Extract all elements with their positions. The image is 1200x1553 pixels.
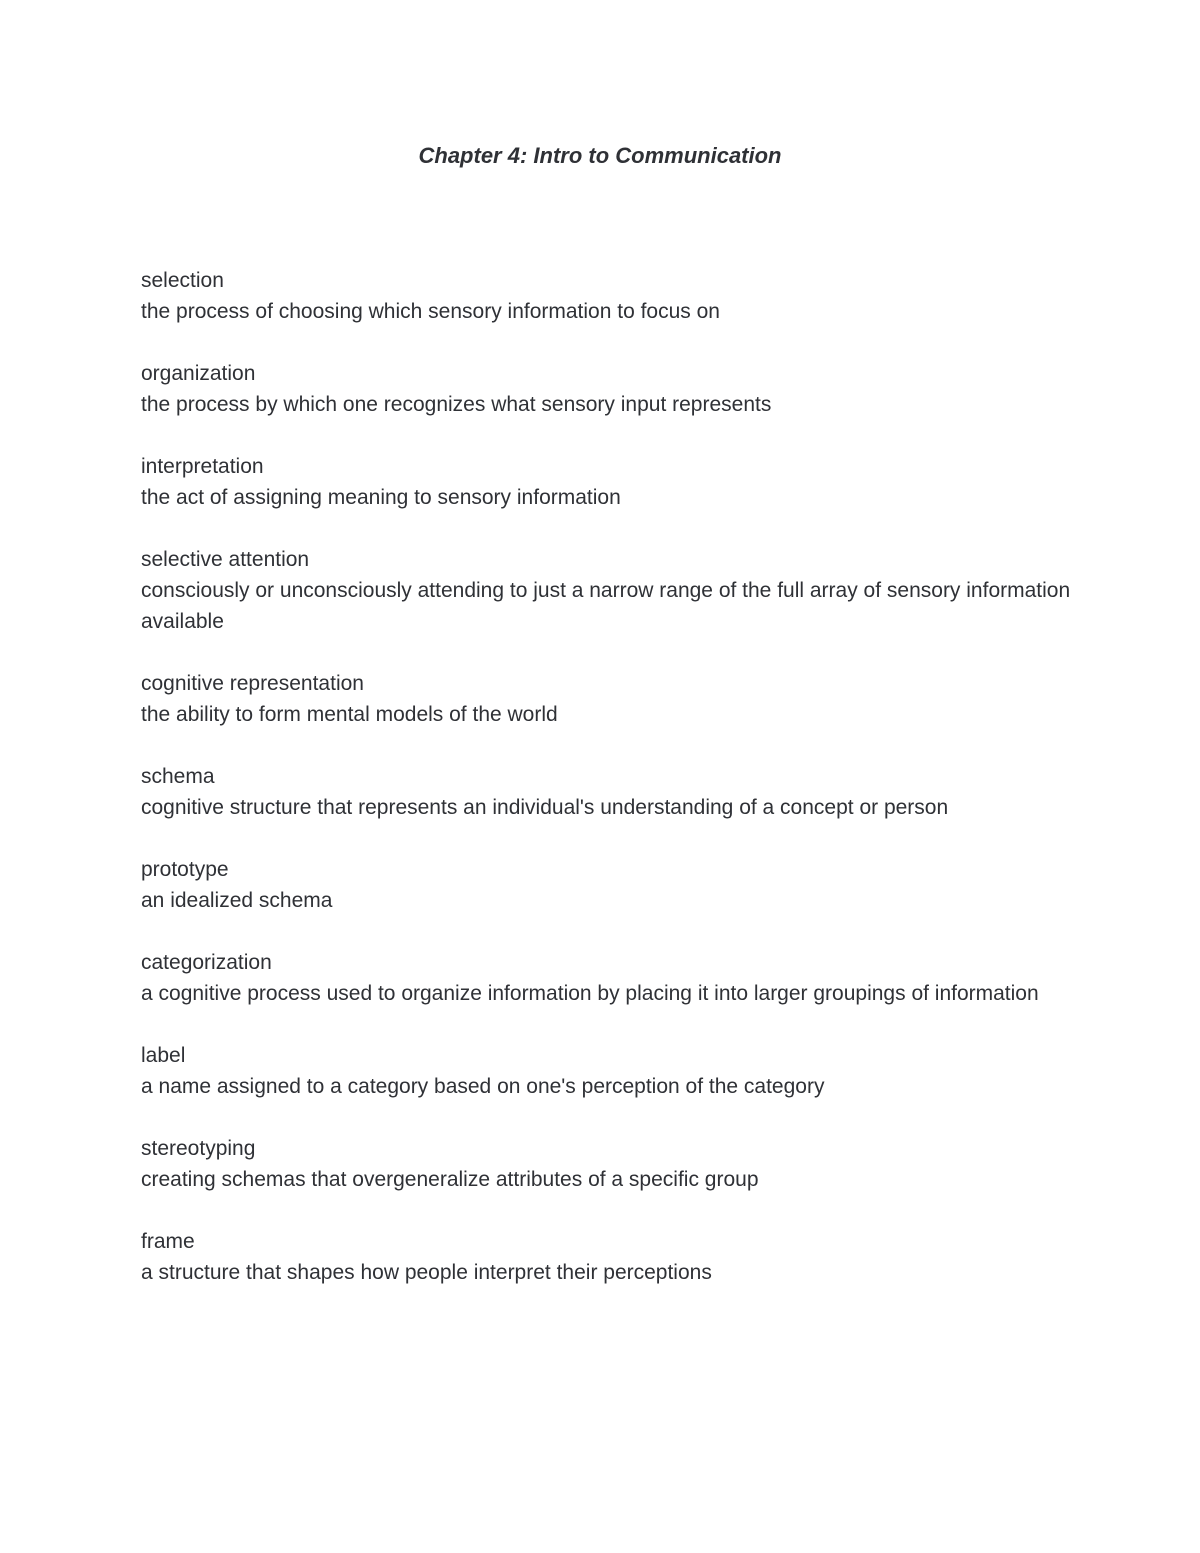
glossary-entry-selective-attention (141, 544, 1071, 637)
term: selective attention (141, 548, 310, 571)
definition: the process by which one recognizes what sensory input represents (141, 393, 772, 416)
definition: cognitive structure that represents an individual's understanding of a concept or person (141, 796, 949, 819)
term: interpretation (141, 455, 264, 478)
glossary-entry-cognitive-representation (141, 668, 1071, 730)
definition: a structure that shapes how people interpret their perceptions (141, 1261, 712, 1284)
term: organization (141, 362, 256, 385)
definition: an idealized schema (141, 889, 333, 912)
definition: the process of choosing which sensory information to focus on (141, 300, 720, 323)
definition: a name assigned to a category based on one's perception of the category (141, 1075, 825, 1098)
definition: creating schemas that overgeneralize attributes of a specific group (141, 1168, 759, 1191)
glossary-entry-schema (141, 761, 1071, 823)
definition: consciously or unconsciously attending to just a narrow range of the full array of sensory information available (141, 579, 1071, 633)
glossary-entry-stereotyping (141, 1133, 1071, 1195)
definition: the act of assigning meaning to sensory information (141, 486, 621, 509)
glossary-entry-label (141, 1040, 1071, 1102)
glossary-entry-organization (141, 358, 1071, 420)
term: cognitive representation (141, 672, 364, 695)
glossary-entry-selection (141, 265, 1071, 327)
glossary-entry-categorization (141, 947, 1071, 1009)
glossary-entry-prototype (141, 854, 1071, 916)
glossary-entry-frame (141, 1226, 1071, 1288)
glossary-entry-interpretation (141, 451, 1071, 513)
term: selection (141, 269, 224, 292)
definition: a cognitive process used to organize information by placing it into larger groupings of information (141, 982, 1039, 1005)
definition: the ability to form mental models of the world (141, 703, 558, 726)
term: schema (141, 765, 215, 788)
glossary-list (141, 265, 1071, 1319)
term: categorization (141, 951, 272, 974)
term: label (141, 1044, 186, 1067)
term: frame (141, 1230, 195, 1253)
term: stereotyping (141, 1137, 256, 1160)
page-title: Chapter 4: Intro to Communication (418, 143, 782, 168)
term: prototype (141, 858, 229, 881)
